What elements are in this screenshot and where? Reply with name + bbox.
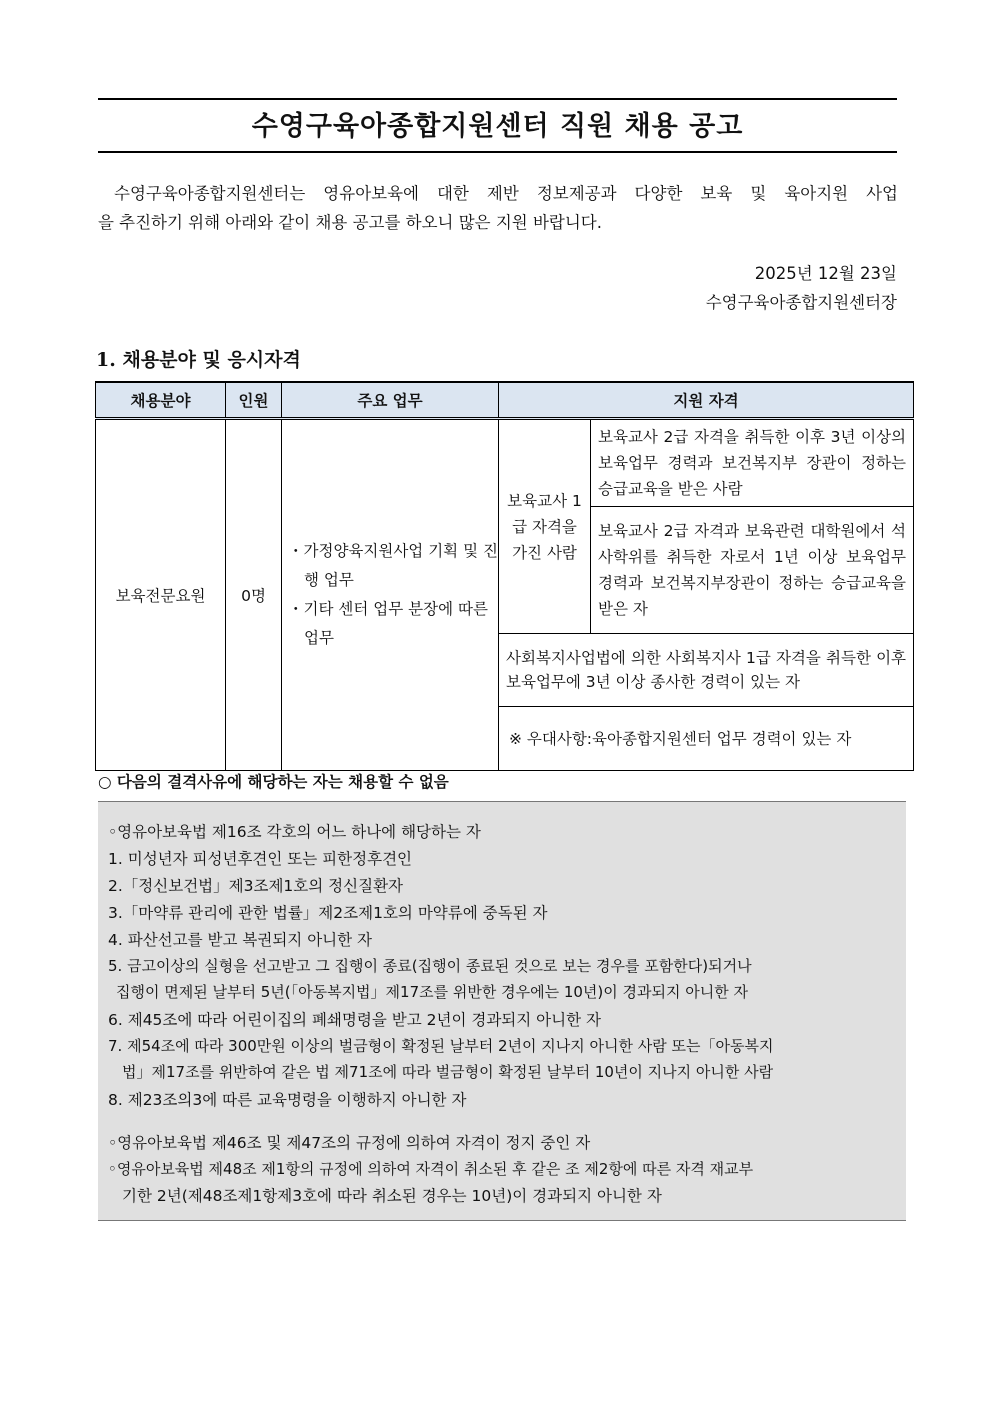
recruitment-table [95,381,914,771]
header-field: 채용분야 [96,382,226,419]
qualification-3: 사회복지사업법에 의한 사회복지사 1급 자격을 취득한 이후 보육업무에 3년 이상 종사한 경력이 있는 자 [499,634,914,707]
qualification-2: 보육교사 2급 자격과 보육관련 대학원에서 석사학위를 취득한 자로서 1년 이상 보육업무 경력과 보건복지부장관이 정하는 승급교육을 받은 자 [591,507,914,634]
exclusion-line: ◦영유아보육법 제48조 제1항의 규정에 의하여 자격이 취소된 후 같은 조 제2항에 따른 자격 재교부 [108,1160,754,1178]
duties-cell [282,419,499,771]
duty-item: ・기타 센터 업무 분장에 따른 업무 [288,600,488,647]
exclusion-line: 3.「마약류 관리에 관한 법률」제2조제1호의 마약류에 중독된 자 [108,904,548,922]
exclusion-line: 6. 제45조에 따라 어린이집의 폐쇄명령을 받고 2년이 경과되지 아니한 자 [108,1011,601,1029]
exclusion-line: 기한 2년(제48조제1항제3호에 따라 취소된 경우는 10년)이 경과되지 아니한 자 [122,1187,662,1205]
header-qualification: 지원 자격 [499,382,914,419]
qualification-1: 보육교사 2급 자격을 취득한 이후 3년 이상의 보육업무 경력과 보건복지부 장관이 정하는 승급교육을 받은 사람 [591,419,914,507]
qualification-group-label: 보육교사 1급 자격을 가진 사람 [499,419,591,634]
exclusion-line: 집행이 면제된 날부터 5년(「아동복지법」제17조를 위반한 경우에는 10년)이 경과되지 아니한 자 [116,983,748,1001]
header-duties: 주요 업무 [282,382,499,419]
exclusion-line: 법」제17조를 위반하여 같은 법 제71조에 따라 벌금형이 확정된 날부터 10년이 지나지 아니한 사람 [122,1063,774,1081]
intro-paragraph [98,179,898,237]
count-cell: 0명 [226,419,282,771]
section-1-heading: 1. 채용분야 및 응시자격 [96,349,301,371]
title-top-rule [98,98,897,100]
exclusion-heading: ○ 다음의 결격사유에 해당하는 자는 채용할 수 없음 [98,773,449,791]
exclusion-line: 8. 제23조의3에 따른 교육명령을 이행하지 아니한 자 [108,1091,467,1109]
duty-item: ・가정양육지원사업 기획 및 진행 업무 [288,542,498,589]
title-bottom-rule [98,151,897,153]
exclusion-line: 4. 파산선고를 받고 복권되지 아니한 자 [108,931,373,949]
notice-date: 2025년 12월 23일 [754,264,897,283]
intro-line-1: 수영구육아종합지원센터는 영유아보육에 대한 제반 정보제공과 다양한 보육 및 육아지원 사업 [114,184,898,203]
header-count: 인원 [226,382,282,419]
exclusion-line: 5. 금고이상의 실형을 선고받고 그 집행이 종료(집행이 종료된 것으로 보는 경우를 포함한다)되거나 [108,957,752,975]
intro-line-2: 을 추진하기 위해 아래와 같이 채용 공고를 하오니 많은 지원 바랍니다. [98,213,602,232]
preference-note: ※ 우대사항:육아종합지원센터 업무 경력이 있는 자 [499,707,914,771]
exclusion-line: ◦영유아보육법 제16조 각호의 어느 하나에 해당하는 자 [108,823,481,841]
issuer-name: 수영구육아종합지원센터장 [705,293,897,312]
exclusion-line: 7. 제54조에 따라 300만원 이상의 벌금형이 확정된 날부터 2년이 지나지 아니한 사람 또는「아동복지 [108,1037,774,1055]
exclusion-box [98,801,906,1221]
exclusion-line: 2.「정신보건법」제3조제1호의 정신질환자 [108,877,404,895]
page-title: 수영구육아종합지원센터 직원 채용 공고 [251,111,744,142]
exclusion-line: ◦영유아보육법 제46조 및 제47조의 규정에 의하여 자격이 정지 중인 자 [108,1134,591,1152]
exclusion-line: 1. 미성년자 피성년후견인 또는 피한정후견인 [108,850,413,868]
field-cell: 보육전문요원 [96,419,226,771]
